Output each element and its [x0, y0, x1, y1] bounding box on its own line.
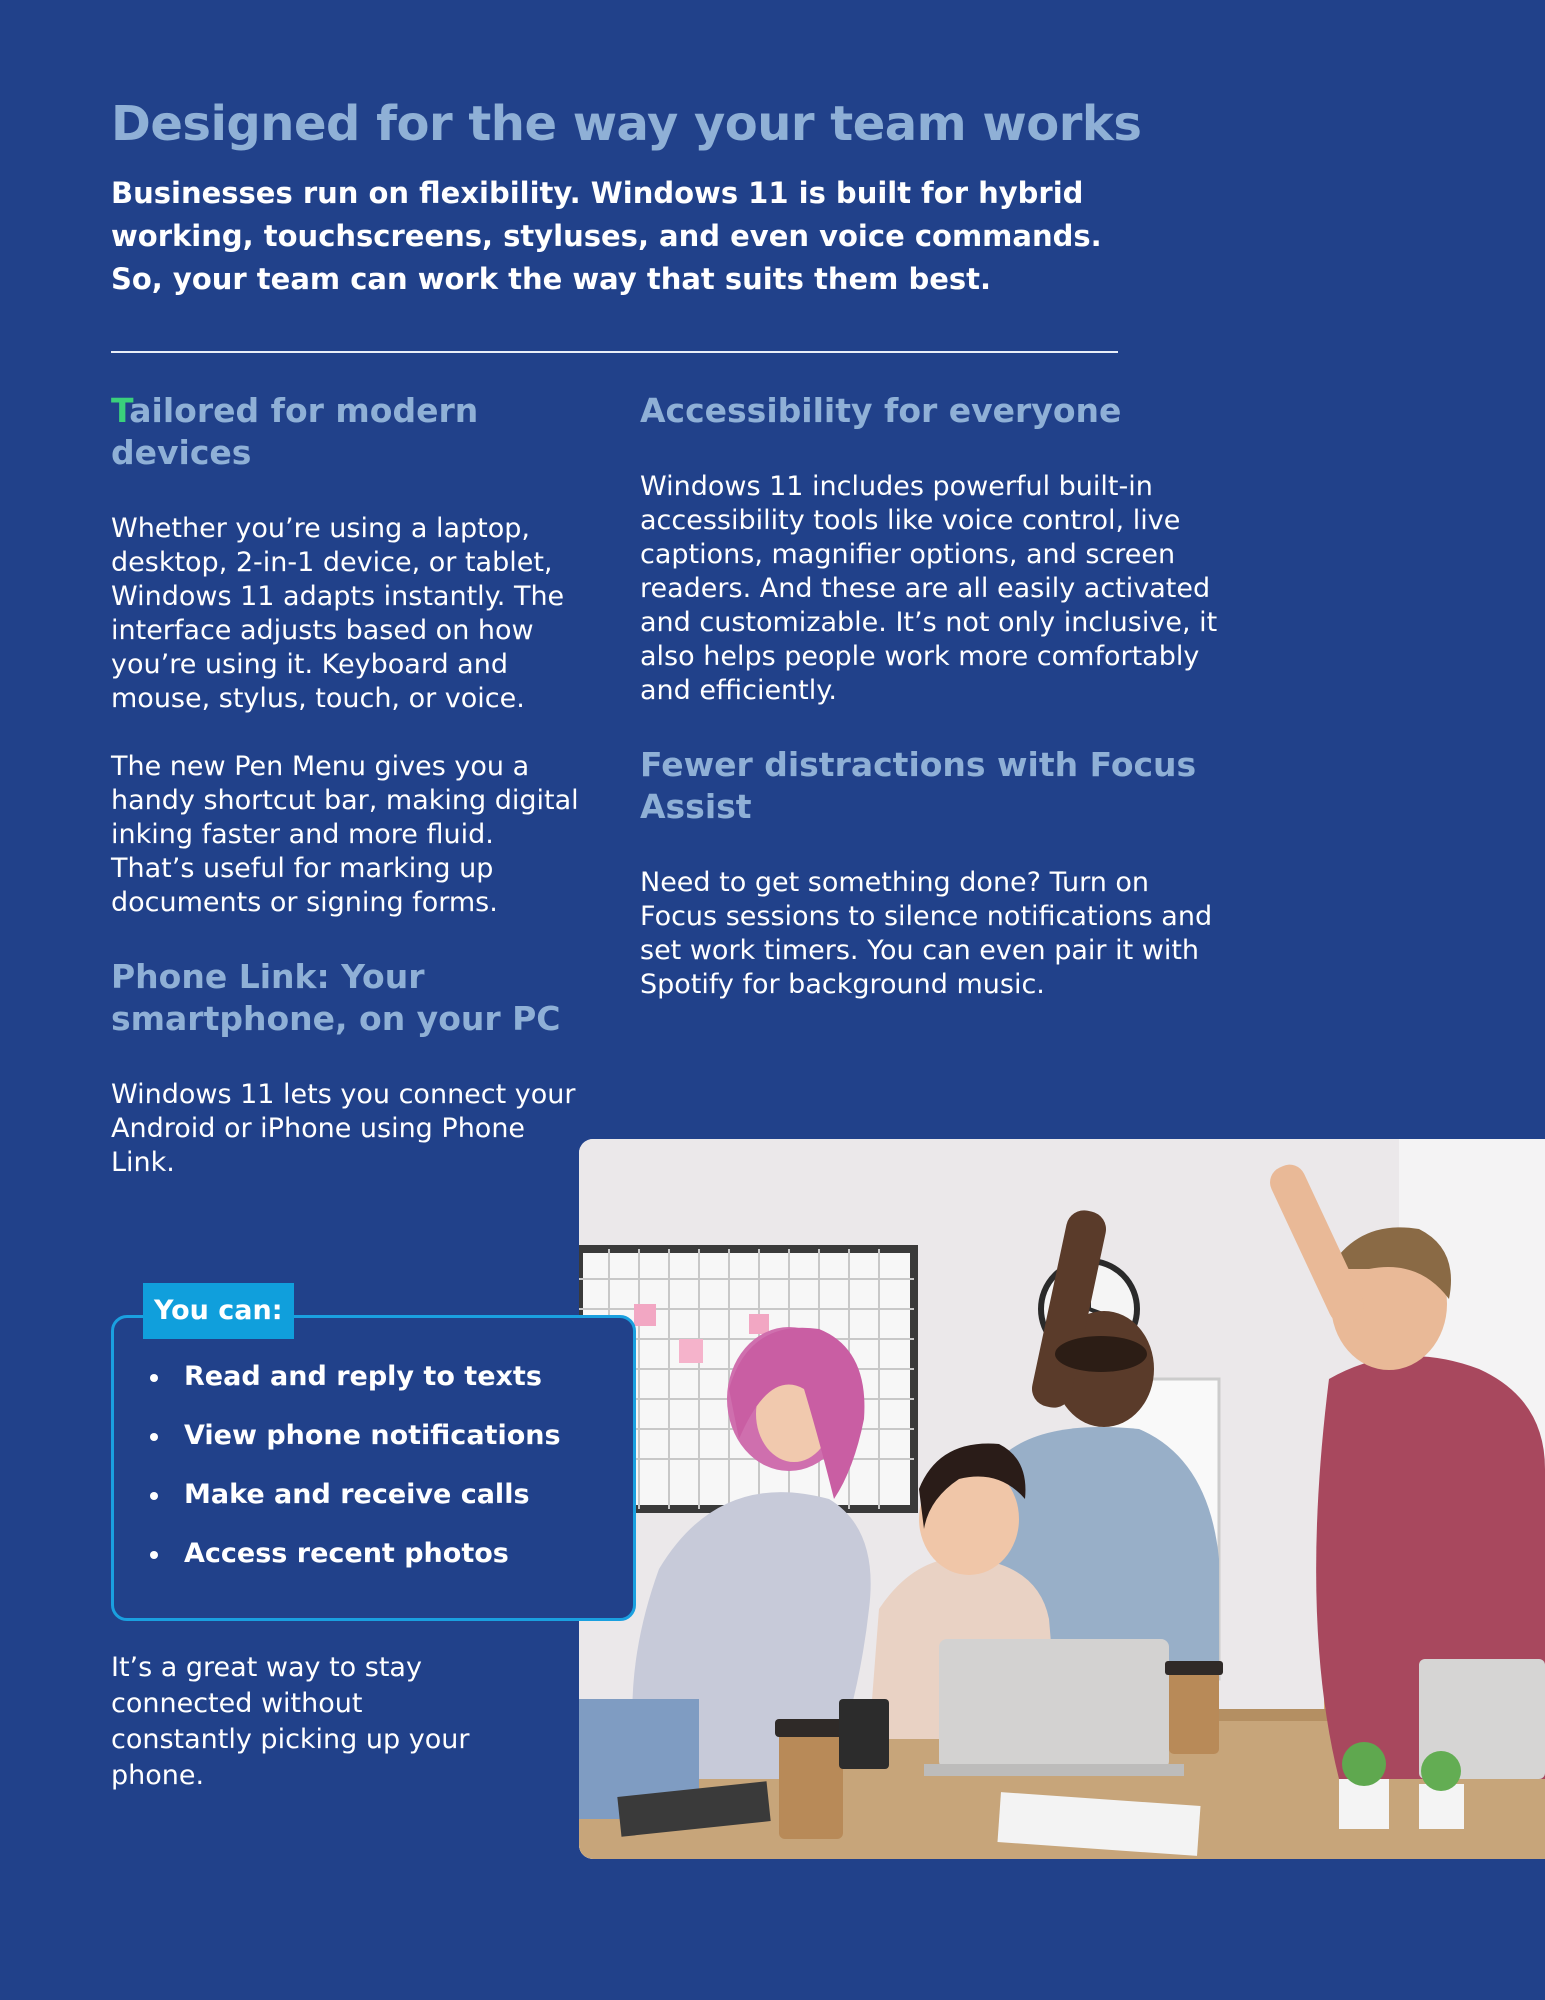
page-title: Designed for the way your team works: [111, 96, 1142, 152]
tailored-paragraph-2: The new Pen Menu gives you a handy shortcut bar, making digital inking faster and more fluid. That’s useful for marking up documents or signing forms.: [111, 751, 579, 918]
phone-link-heading: Phone Link: Your smartphone, on your PC: [111, 957, 561, 1038]
team-photo: [579, 1139, 1545, 1859]
closing-paragraph: It’s a great way to stay connected without constantly picking up your phone.: [111, 1652, 470, 1791]
left-column: [111, 390, 581, 1180]
right-column: [640, 390, 1220, 1002]
intro-paragraph: Businesses run on flexibility. Windows 11 is built for hybrid working, touchscreens, styluses, and even voice commands. So, your team can work the way that suits them best.: [111, 176, 1102, 296]
list-item: View phone notifications: [143, 1419, 561, 1453]
accessibility-heading: Accessibility for everyone: [640, 391, 1122, 430]
callout-tag: You can:: [143, 1283, 294, 1339]
focus-paragraph: Need to get something done? Turn on Focus sessions to silence notifications and set work timers. You can even pair it with Spotify for background music.: [640, 867, 1213, 1000]
focus-heading: Fewer distractions with Focus Assist: [640, 745, 1197, 826]
tailored-heading-text: ailored for modern devices: [111, 391, 479, 472]
tailored-heading-accent-letter: T: [111, 391, 130, 430]
list-item: Make and receive calls: [143, 1478, 561, 1512]
tailored-heading: [111, 390, 581, 474]
callout-list: [143, 1360, 561, 1596]
phone-link-paragraph: Windows 11 lets you connect your Android or iPhone using Phone Link.: [111, 1079, 576, 1178]
list-item: Read and reply to texts: [143, 1360, 561, 1394]
section-divider: [111, 351, 1118, 353]
tailored-paragraph-1: Whether you’re using a laptop, desktop, 2-in-1 device, or tablet, Windows 11 adapts instantly. The interface adjusts based on how you’re using it. Keyboard and mouse, stylus, touch, or voice.: [111, 513, 565, 714]
list-item: Access recent photos: [143, 1537, 561, 1571]
accessibility-paragraph: Windows 11 includes powerful built-in accessibility tools like voice control, live captions, magnifier options, and screen readers. And these are all easily activated and customizable. It’s not only inclusive, it also helps people work more comfortably and efficiently.: [640, 471, 1218, 706]
